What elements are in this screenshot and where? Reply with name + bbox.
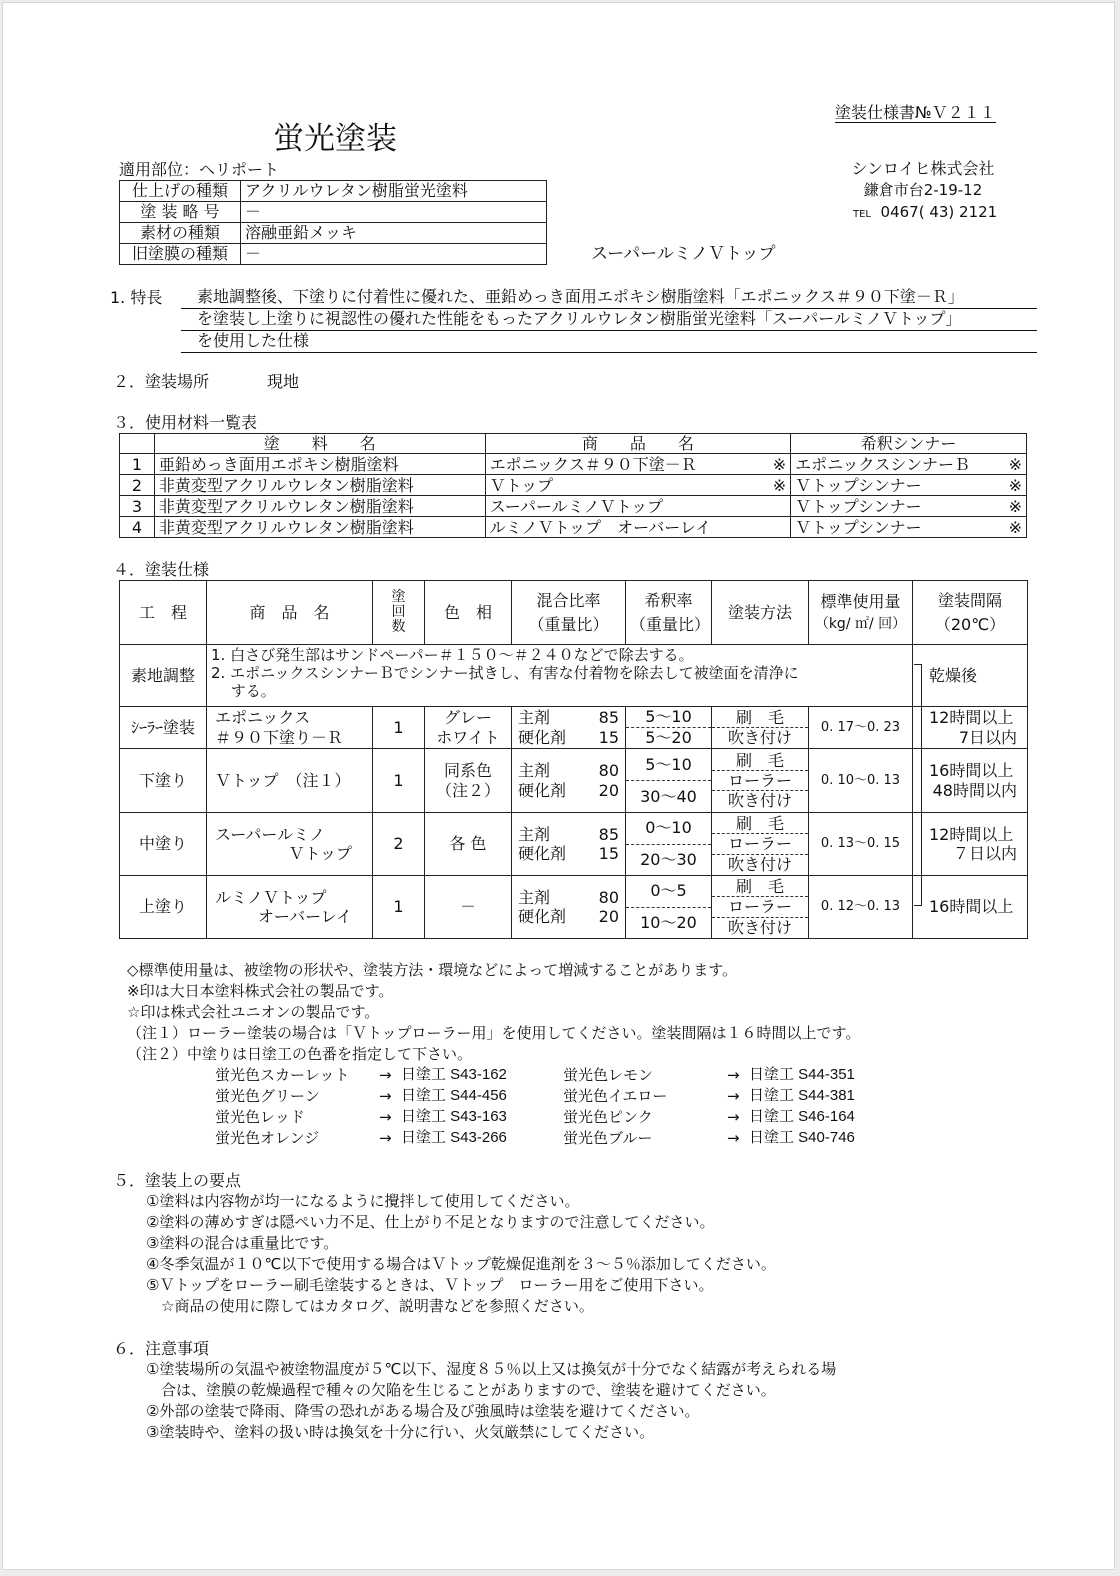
thinner-mark: ※ <box>1008 475 1022 495</box>
mix-component: 硬化剤 <box>518 780 567 800</box>
section-4-heading: ４．塗装仕様 <box>113 560 210 579</box>
mix-component: 主剤 <box>518 708 551 728</box>
spec-mix <box>512 876 626 939</box>
section-2-heading: ２．塗装場所 <box>113 372 210 391</box>
count-char: 塗 <box>391 589 406 606</box>
materials-no: 1 <box>120 454 155 475</box>
mix-label: 混合比率 <box>536 590 601 610</box>
mix-line <box>518 781 619 800</box>
color-name: 蛍光色グリーン <box>215 1087 320 1105</box>
spec-header-process: 工 程 <box>120 581 207 645</box>
mix-component: 硬化剤 <box>518 727 567 747</box>
product-name-text: スーパールミノＶトップ <box>489 496 664 516</box>
thinner-cell <box>795 476 1022 495</box>
product-cell <box>490 497 787 516</box>
color-name: 蛍光色スカーレット <box>215 1066 350 1084</box>
arrow-icon: → <box>379 1108 392 1126</box>
color-code-row <box>215 1087 911 1108</box>
materials-paint: 非黄変型アクリルウレタン樹脂塗料 <box>154 496 485 517</box>
prep-process: 素地調整 <box>120 645 207 707</box>
color-name: 蛍光色レモン <box>563 1066 654 1084</box>
interval-line: 12時間以上 <box>929 824 1014 844</box>
info-label: 塗 装 略 号 <box>120 202 241 223</box>
mix-component: 硬化剤 <box>518 844 567 863</box>
color-code-row <box>215 1066 911 1087</box>
section-5-heading: ５．塗装上の要点 <box>113 1171 242 1190</box>
materials-table <box>119 433 1027 538</box>
materials-thinner <box>791 475 1027 496</box>
arrow-icon: → <box>727 1066 740 1084</box>
spec-process: 上塗り <box>120 876 207 939</box>
info-row <box>120 223 547 244</box>
spec-count: 1 <box>373 707 425 749</box>
spec-product <box>207 876 373 939</box>
point-line: ①塗料は内容物が均一になるように攪拌して使用してください。 <box>146 1192 580 1210</box>
spec-row <box>120 707 1028 749</box>
arrow-icon: → <box>727 1087 740 1105</box>
caution-line: 合は、塗膜の乾燥過程で種々の欠陥を生じることがありますので、塗装を避けてください。 <box>146 1381 776 1399</box>
product-name: スーパールミノＶトップ <box>591 244 776 264</box>
method-line: 吹き付け <box>727 728 792 747</box>
spec-interval <box>913 813 1028 876</box>
mix-line <box>518 728 619 747</box>
spec-method <box>712 707 809 749</box>
dilution-line: 0～5 <box>626 876 711 908</box>
spec-count: 2 <box>373 813 425 876</box>
page-title: 蛍光塗装 <box>273 121 397 157</box>
spec-color <box>425 749 512 813</box>
spec-process: 下塗り <box>120 749 207 813</box>
dilution-line: 10～20 <box>640 912 697 932</box>
spec-header-color: 色 相 <box>425 581 512 645</box>
usage-label: 標準使用量 <box>820 592 901 611</box>
mix-line <box>518 907 619 926</box>
thinner-name: エポニックスシンナーＢ <box>795 454 970 474</box>
caution-line: ①塗装場所の気温や被塗物温度が５℃以下、湿度８５％以上又は換気が十分でなく結露が考えられる場 <box>146 1360 837 1378</box>
color-line: 各 色 <box>449 834 487 854</box>
mix-line <box>518 708 619 727</box>
product-mark: ※ <box>772 475 787 495</box>
dilution-label: 希釈率 <box>644 590 693 610</box>
materials-thinner <box>791 496 1027 517</box>
spec-header-usage <box>809 581 913 645</box>
section-6-body <box>146 1360 836 1444</box>
interval-line: 48時間以内 <box>932 780 1017 800</box>
feature-line: を使用した仕様 <box>181 331 1037 353</box>
method-line: 吹き付け <box>727 854 792 874</box>
mix-component: 主剤 <box>518 824 551 844</box>
section-1-body <box>181 287 1037 353</box>
spec-count: 1 <box>373 749 425 813</box>
mix-ratio: 20 <box>598 780 619 800</box>
materials-no: 3 <box>120 496 155 517</box>
product-line: オーバーレイ <box>257 907 352 926</box>
color-code-item <box>215 1087 563 1108</box>
spec-header-mix <box>512 581 626 645</box>
spec-product <box>207 813 373 876</box>
mix-line <box>518 761 619 780</box>
spec-process: ｼｰﾗｰ塗装 <box>120 707 207 749</box>
interval-label: 塗装間隔 <box>937 590 1002 610</box>
caution-line: ②外部の塗装で降雨、降雪の恐れがある場合及び強風時は塗装を避けてください。 <box>146 1402 700 1420</box>
product-mark: ※ <box>772 454 787 474</box>
product-line: エポニックス <box>215 708 311 728</box>
note-line: ☆印は株式会社ユニオンの製品です。 <box>127 1003 380 1021</box>
spec-table <box>119 580 1028 939</box>
color-code-row <box>215 1129 911 1150</box>
info-row <box>120 202 547 223</box>
color-name: 蛍光色ブルー <box>563 1129 653 1147</box>
spec-color <box>425 707 512 749</box>
spec-dilution <box>626 707 712 749</box>
spec-header-method: 塗装方法 <box>712 581 809 645</box>
method-line: 刷 毛 <box>712 814 808 834</box>
spec-mix <box>512 813 626 876</box>
dilution-unit: （重量比） <box>630 614 711 634</box>
spec-row <box>120 749 1028 813</box>
product-cell <box>490 476 787 495</box>
spec-process: 中塗り <box>120 813 207 876</box>
point-line: ④冬季気温が１０℃以下で使用する場合はＶトップ乾燥促進剤を３～５％添加してください。 <box>146 1255 776 1273</box>
spec-interval <box>913 707 1028 749</box>
product-line: スーパールミノ <box>215 824 326 844</box>
mix-unit: （重量比） <box>528 614 609 634</box>
spec-dilution <box>626 813 712 876</box>
info-value: － <box>241 202 547 223</box>
interval-line: 16時間以上 <box>929 761 1014 781</box>
feature-line: を塗装し上塗りに視認性の優れた性能をもったアクリルウレタン樹脂蛍光塗料「スーパールミノＶトップ」 <box>181 309 1037 331</box>
product-name-text: エポニックス＃９０下塗－Ｒ <box>489 454 697 474</box>
point-line: ③塗料の混合は重量比です。 <box>146 1234 339 1252</box>
color-code: 日塗工 S44-456 <box>401 1087 507 1104</box>
spec-method <box>712 813 809 876</box>
usage-unit: （kg/ ㎡/ 回） <box>814 616 907 632</box>
info-label: 素材の種類 <box>120 223 241 244</box>
materials-header-product: 商 品 名 <box>485 434 791 454</box>
arrow-icon: → <box>379 1066 392 1084</box>
materials-paint: 亜鉛めっき面用エポキシ樹脂塗料 <box>154 454 485 475</box>
feature-line: 素地調整後、下塗りに付着性に優れた、亜鉛めっき面用エポキシ樹脂塗料「エポニックス＃９０下塗－Ｒ」 <box>181 287 1037 309</box>
section-6-heading: ６．注意事項 <box>113 1339 210 1358</box>
method-line: ローラー <box>712 771 808 791</box>
spec-color <box>425 876 512 939</box>
spec-method <box>712 749 809 813</box>
materials-header-thinner: 希釈シンナー <box>791 434 1027 454</box>
note-line: （注１）ローラー塗装の場合は「Ｖトップローラー用」を使用してください。塗装間隔は１６時間以上です。 <box>127 1024 861 1042</box>
product-line: Ｖトップ <box>288 844 352 863</box>
spec-product <box>207 749 373 813</box>
thinner-name: Ｖトップシンナー <box>795 517 922 537</box>
materials-paint: 非黄変型アクリルウレタン樹脂塗料 <box>154 517 485 538</box>
mix-line <box>518 825 619 844</box>
mix-ratio: 80 <box>598 761 619 781</box>
method-line: 刷 毛 <box>712 708 808 728</box>
thinner-mark: ※ <box>1008 454 1022 474</box>
method-line: 吹き付け <box>727 917 792 937</box>
spec-usage: 0. 13～0. 15 <box>809 813 913 876</box>
interval-bracket <box>914 664 922 906</box>
method-line: ローラー <box>712 834 808 854</box>
product-line: ＃９０下塗り－Ｒ <box>215 727 344 747</box>
prep-line: 2. エポニックスシンナーＢでシンナー拭きし、有害な付着物を除去して被塗面を清浄に <box>211 664 799 682</box>
arrow-icon: → <box>379 1129 392 1147</box>
info-value: － <box>241 244 547 265</box>
spec-usage: 0. 12～0. 13 <box>809 876 913 939</box>
color-code: 日塗工 S43-163 <box>401 1108 507 1125</box>
color-line: （注２） <box>435 780 500 800</box>
thinner-cell <box>795 518 1022 537</box>
interval-line: 7日以内 <box>958 727 1017 747</box>
color-code: 日塗工 S43-266 <box>401 1129 507 1146</box>
materials-row <box>120 475 1027 496</box>
info-label: 旧塗膜の種類 <box>120 244 241 265</box>
arrow-icon: → <box>727 1108 740 1126</box>
interval-line: 16時間以上 <box>929 897 1014 917</box>
materials-header-no <box>120 434 155 454</box>
color-code: 日塗工 S44-351 <box>749 1066 855 1083</box>
info-value: アクリルウレタン樹脂蛍光塗料 <box>241 181 547 202</box>
tel-label: TEL <box>853 209 871 220</box>
color-line: 同系色 <box>443 761 492 781</box>
spec-row <box>120 876 1028 939</box>
color-code: 日塗工 S40-746 <box>749 1129 855 1146</box>
method-line: 吹き付け <box>727 791 792 811</box>
materials-row <box>120 496 1027 517</box>
point-line: ⑤Ｖトップをローラー刷毛塗装するときは、Ｖトップ ローラー用をご使用下さい。 <box>146 1276 714 1294</box>
color-code-item <box>215 1108 563 1129</box>
materials-thinner <box>791 454 1027 475</box>
point-line: ②塗料の薄めすぎは隠ぺい力不足、仕上がり不足となりますので注意してください。 <box>146 1213 715 1231</box>
spec-header-product: 商 品 名 <box>207 581 373 645</box>
method-line: 刷 毛 <box>712 751 808 771</box>
count-char: 数 <box>391 618 406 635</box>
color-name: 蛍光色ピンク <box>563 1108 653 1126</box>
method-line: 刷 毛 <box>712 877 808 897</box>
dilution-line: 30～40 <box>640 787 697 806</box>
materials-no: 2 <box>120 475 155 496</box>
dilution-line: 0～10 <box>626 813 711 845</box>
thinner-cell <box>795 497 1022 516</box>
color-code-row <box>215 1108 911 1129</box>
info-row <box>120 244 547 265</box>
document-page <box>2 2 1115 1570</box>
mix-ratio: 80 <box>598 887 619 907</box>
spec-color <box>425 813 512 876</box>
prep-line: 1. 白さび発生部はサンドペーパー＃１５０～＃２４０などで除去する。 <box>211 646 694 664</box>
product-line: Ｖトップ （注１） <box>215 770 351 790</box>
spec-method <box>712 876 809 939</box>
color-code-item <box>563 1087 911 1108</box>
prep-line: する。 <box>211 682 276 700</box>
method-line: ローラー <box>712 897 808 917</box>
materials-row <box>120 517 1027 538</box>
mix-line <box>518 844 619 863</box>
color-code-item <box>563 1129 911 1150</box>
spec-header-count <box>373 581 425 645</box>
tel-number: 0467( 43) 2121 <box>880 203 998 221</box>
materials-header-paint: 塗 料 名 <box>154 434 485 454</box>
materials-product <box>485 517 791 538</box>
materials-row <box>120 454 1027 475</box>
company-name: シンロイヒ株式会社 <box>851 159 995 178</box>
spec-number: 塗装仕様書№Ｖ２１１ <box>835 103 996 122</box>
mix-component: 主剤 <box>518 887 551 907</box>
spec-interval <box>913 876 1028 939</box>
point-line: ☆商品の使用に際してはカタログ、説明書などを参照ください。 <box>146 1297 594 1315</box>
product-name-text: Ｖトップ <box>489 475 554 495</box>
info-table <box>119 180 547 265</box>
mix-ratio: 85 <box>598 824 619 844</box>
color-name: 蛍光色イエロー <box>563 1087 668 1105</box>
spec-product <box>207 707 373 749</box>
interval-unit: （20℃） <box>934 614 1006 634</box>
dilution-line: 5～10 <box>626 749 711 781</box>
prep-instructions <box>207 645 913 707</box>
thinner-mark: ※ <box>1008 496 1022 516</box>
color-code-list <box>215 1066 911 1150</box>
spec-header-interval <box>913 581 1028 645</box>
note-line: ◇標準使用量は、被塗物の形状や、塗装方法・環境などによって増減することがあります。 <box>127 961 738 979</box>
mix-ratio: 85 <box>598 708 619 728</box>
spec-interval <box>913 749 1028 813</box>
thinner-name: Ｖトップシンナー <box>795 475 922 495</box>
section-5-body <box>146 1192 776 1318</box>
section-1-heading: 1. 特長 <box>110 288 163 307</box>
prep-interval: 乾燥後 <box>913 645 1028 707</box>
materials-product <box>485 454 791 475</box>
scope-line: 適用部位：ヘリポート <box>119 160 280 179</box>
mix-ratio: 20 <box>598 907 619 926</box>
spec-count: 1 <box>373 876 425 939</box>
color-code-item <box>563 1108 911 1129</box>
mix-ratio: 15 <box>598 844 619 863</box>
note-line: ※印は大日本塗料株式会社の製品です。 <box>127 982 394 1000</box>
color-code: 日塗工 S43-162 <box>401 1066 507 1083</box>
thinner-mark: ※ <box>1008 517 1022 537</box>
notes <box>127 961 860 1066</box>
arrow-icon: → <box>379 1087 392 1105</box>
company-address: 鎌倉市台2-19-12 <box>863 181 983 199</box>
color-code-item <box>563 1066 911 1087</box>
spec-header-dilution <box>626 581 712 645</box>
spec-dilution <box>626 749 712 813</box>
arrow-icon: → <box>727 1129 740 1147</box>
count-char: 回 <box>391 604 406 621</box>
section-3-heading: ３．使用材料一覧表 <box>113 413 258 432</box>
product-name-text: ルミノＶトップ オーバーレイ <box>489 517 712 537</box>
product-cell <box>490 455 787 474</box>
thinner-name: Ｖトップシンナー <box>795 496 922 516</box>
color-code: 日塗工 S46-164 <box>749 1108 855 1125</box>
color-name: 蛍光色レッド <box>215 1108 305 1126</box>
mix-line <box>518 888 619 907</box>
materials-no: 4 <box>120 517 155 538</box>
mix-ratio: 15 <box>598 727 619 747</box>
materials-product <box>485 475 791 496</box>
color-line: グレー <box>443 708 492 728</box>
info-label: 仕上げの種類 <box>120 181 241 202</box>
color-code-item <box>215 1129 563 1150</box>
info-value: 溶融亜鉛メッキ <box>241 223 547 244</box>
color-name: 蛍光色オレンジ <box>215 1129 320 1147</box>
spec-row <box>120 813 1028 876</box>
caution-line: ③塗装時や、塗料の扱い時は換気を十分に行い、火気厳禁にしてください。 <box>146 1423 655 1441</box>
spec-usage: 0. 10～0. 13 <box>809 749 913 813</box>
note-line: （注２）中塗りは日塗工の色番を指定して下さい。 <box>127 1045 473 1063</box>
materials-thinner <box>791 517 1027 538</box>
dilution-line: 20～30 <box>640 849 697 869</box>
spec-mix <box>512 707 626 749</box>
product-cell <box>490 518 787 537</box>
interval-line: ７日以内 <box>952 844 1017 863</box>
interval-line: 12時間以上 <box>929 708 1014 728</box>
dilution-line: 5～10 <box>626 707 711 728</box>
spec-mix <box>512 749 626 813</box>
company-tel <box>853 203 997 221</box>
mix-component: 主剤 <box>518 761 551 781</box>
spec-dilution <box>626 876 712 939</box>
product-line: ルミノＶトップ <box>215 887 327 907</box>
materials-product <box>485 496 791 517</box>
info-row <box>120 181 547 202</box>
color-code: 日塗工 S44-381 <box>749 1087 855 1104</box>
color-line: ホワイト <box>436 727 500 747</box>
mix-component: 硬化剤 <box>518 907 567 926</box>
section-2-value: 現地 <box>267 372 300 391</box>
spec-usage: 0. 17～0. 23 <box>809 707 913 749</box>
materials-paint: 非黄変型アクリルウレタン樹脂塗料 <box>154 475 485 496</box>
color-line: － <box>459 897 476 917</box>
thinner-cell <box>795 455 1022 474</box>
color-code-item <box>215 1066 563 1087</box>
dilution-line: 5～20 <box>645 728 692 747</box>
